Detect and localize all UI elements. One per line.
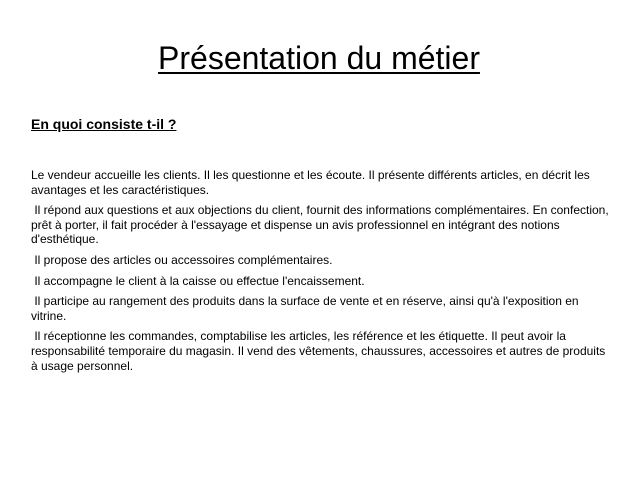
body-text	[31, 168, 613, 379]
paragraph-6: Il réceptionne les commandes, comptabilise les articles, les référence et les étiquette. Il peut avoir la responsabilité temporaire du magasin. Il vend des vêtements, chaussures, accessoires et autres de produits à usage personnel.	[31, 329, 609, 373]
paragraph-1: Le vendeur accueille les clients. Il les questionne et les écoute. Il présente différents articles, en décrit les avantages et les caractéristiques.	[31, 168, 594, 197]
paragraph-5: Il participe au rangement des produits dans la surface de vente et en réserve, ainsi qu'à l'exposition en vitrine.	[31, 294, 582, 323]
section-subtitle: En quoi consiste t-il ?	[31, 116, 177, 132]
page-title: Présentation du métier	[158, 40, 480, 76]
paragraph-2: Il répond aux questions et aux objections du client, fournit des informations complémentaires. En confection, prêt à porter, il fait procéder à l'essayage et dispense un avis professionnel en intégrant des notions d'esthétique.	[31, 203, 613, 247]
paragraph-4: Il accompagne le client à la caisse ou effectue l'encaissement.	[31, 273, 365, 288]
paragraph-3: Il propose des articles ou accessoires complémentaires.	[31, 252, 333, 267]
